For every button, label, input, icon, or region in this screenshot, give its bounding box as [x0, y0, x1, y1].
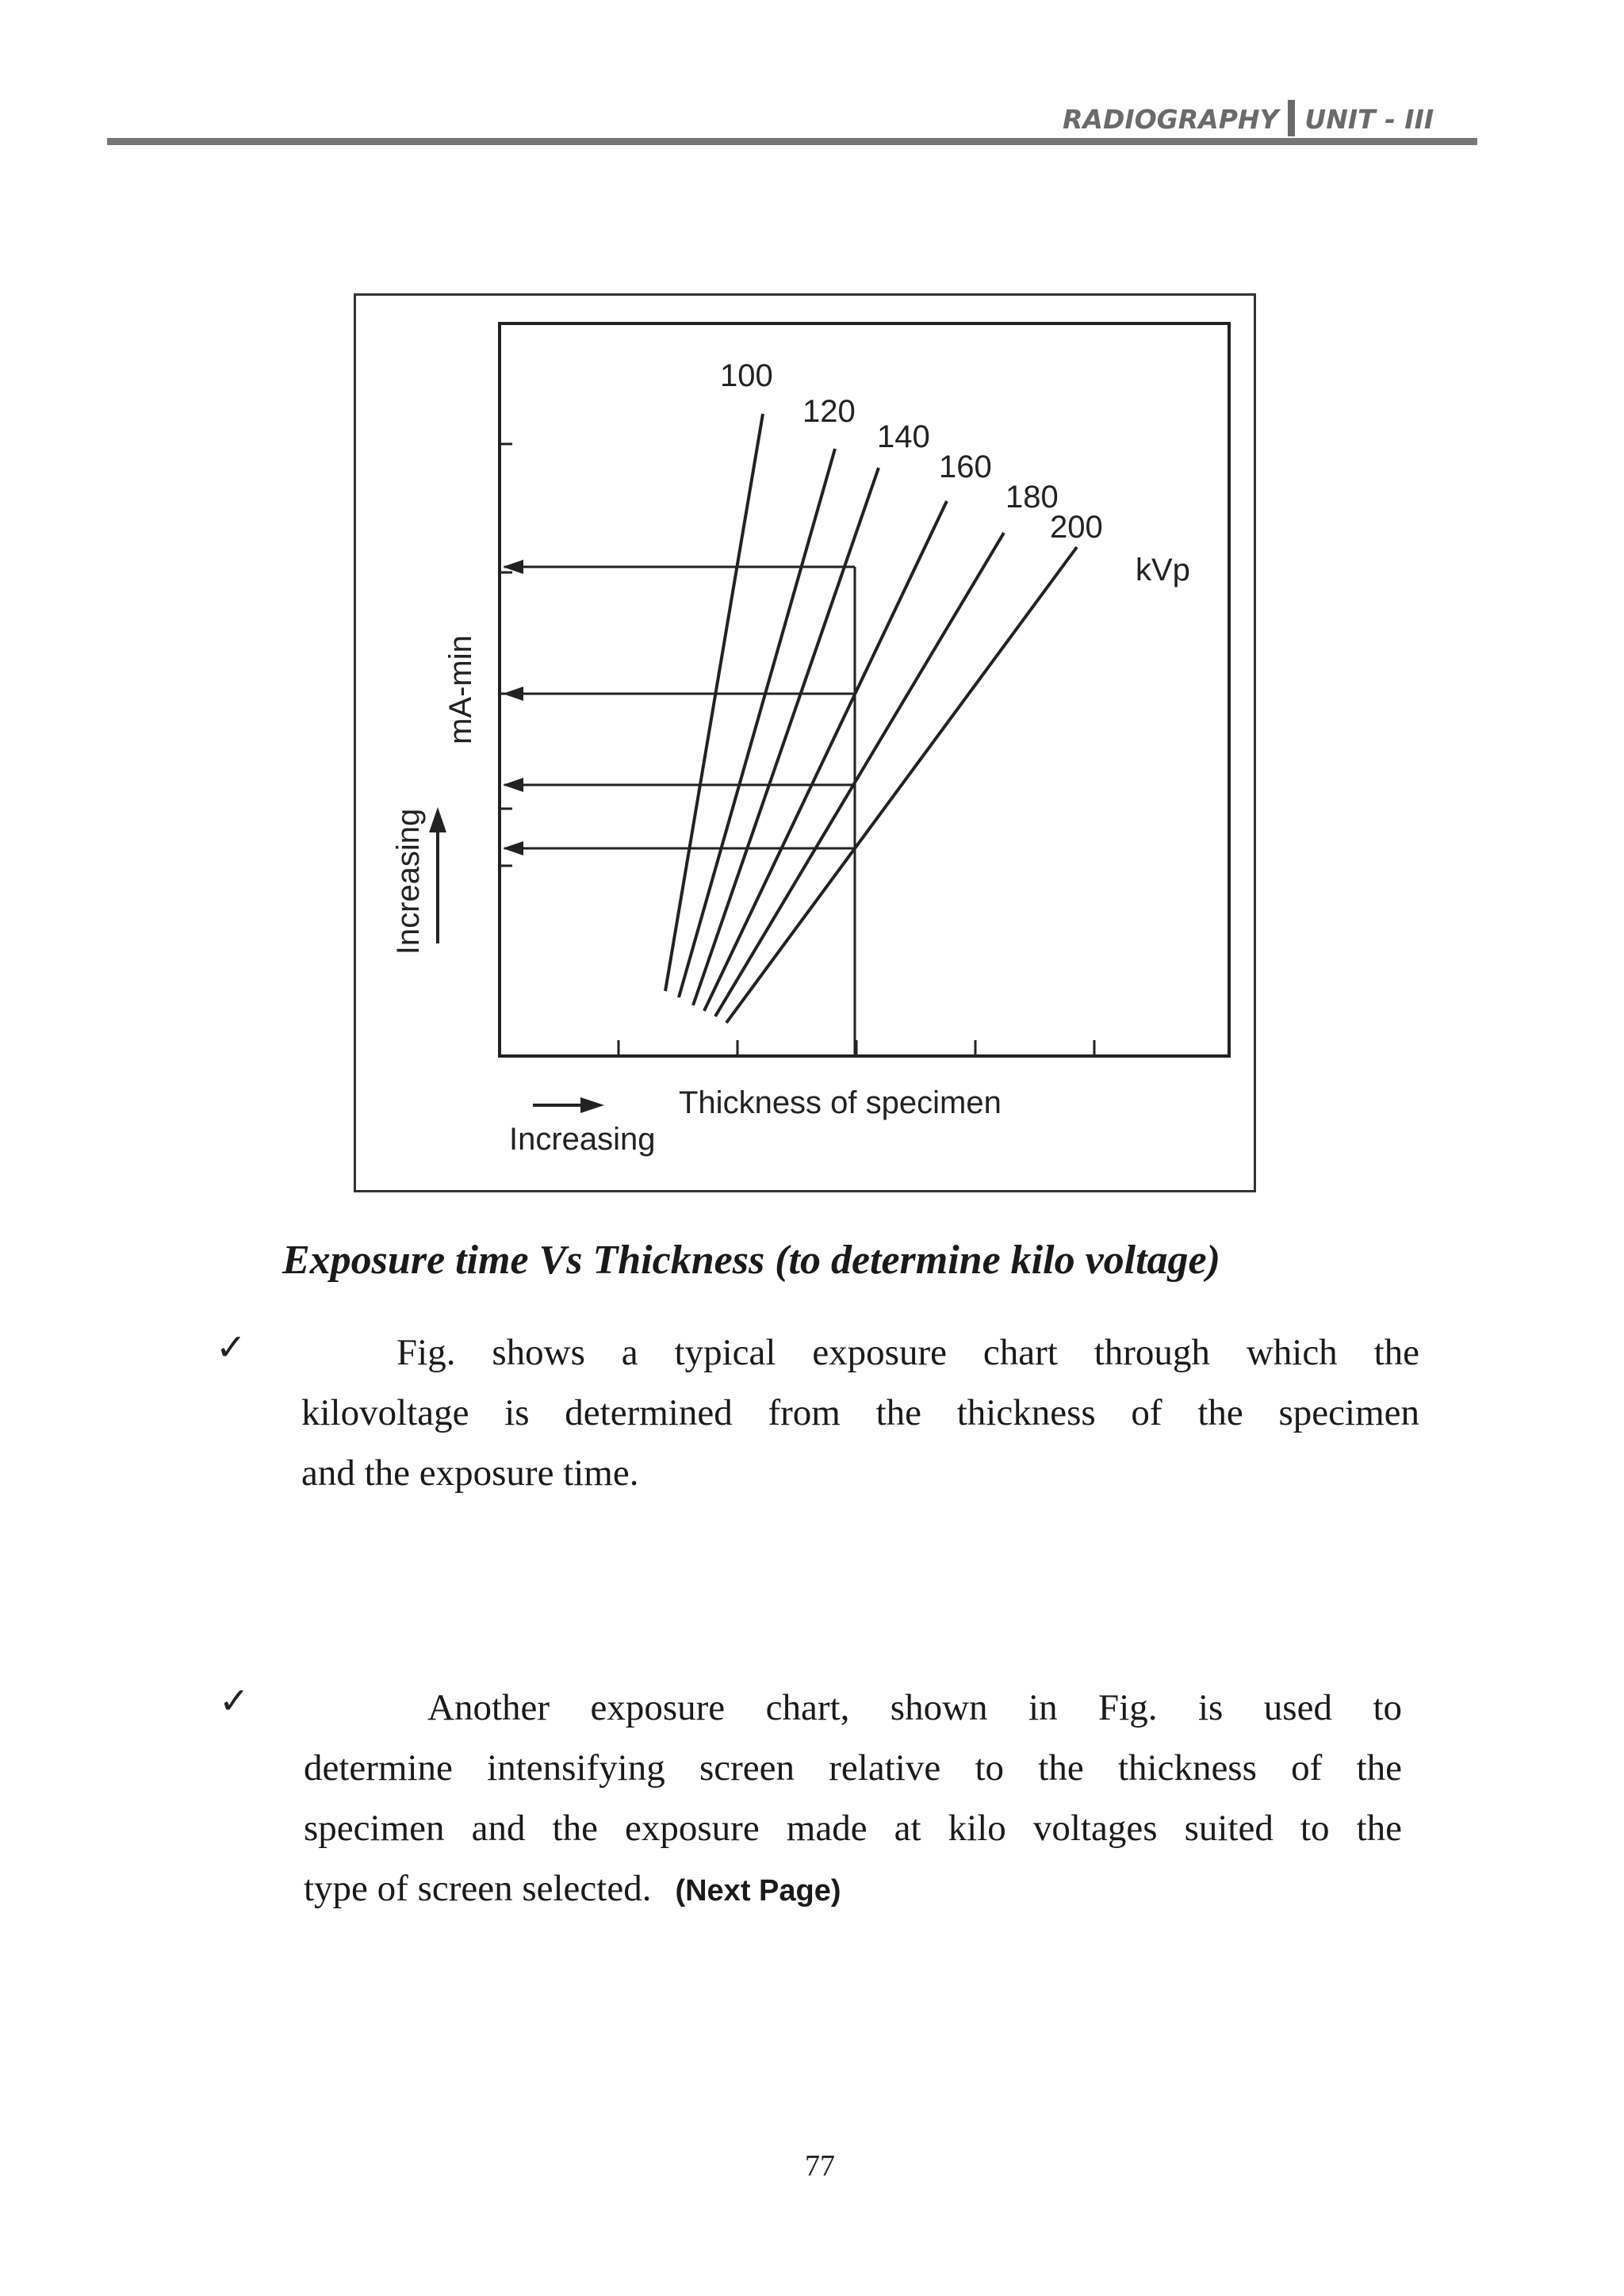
exposure-arrowhead: [503, 778, 523, 792]
paragraph-line: type of screen selected. (Next Page): [304, 1868, 841, 1909]
kv-line-140: [693, 468, 879, 1005]
next-page-note: (Next Page): [675, 1874, 841, 1908]
exposure-arrowhead: [503, 841, 523, 855]
kv-label-100: 100: [720, 358, 773, 393]
running-header: [1063, 100, 1434, 136]
paragraph-line: Another exposure chart, shown in Fig. is used to: [427, 1687, 1402, 1728]
y-increasing-label: Increasing: [391, 808, 426, 955]
kv-line-160: [704, 501, 947, 1011]
paragraph-1: [301, 1322, 1419, 1503]
page-number: 77: [805, 2149, 835, 2183]
exposure-chart-figure: [354, 293, 1256, 1192]
x-increasing-arrowhead: [580, 1097, 604, 1113]
kv-label-160: 160: [939, 450, 992, 484]
check-icon: ✓: [216, 1326, 247, 1368]
paragraph-line: specimen and the exposure made at kilo voltages suited to the: [304, 1808, 1402, 1849]
kv-label-140: 140: [877, 419, 930, 454]
kv-line-120: [679, 449, 835, 997]
paragraph-line: determine intensifying screen relative to the thickness of the: [304, 1747, 1402, 1789]
x-increasing-label: Increasing: [509, 1122, 656, 1157]
exposure-arrowhead: [503, 687, 523, 701]
header-rule: [107, 138, 1477, 145]
header-unit: UNIT - III: [1304, 104, 1434, 135]
kv-label-180: 180: [1005, 480, 1059, 515]
x-axis-label: Thickness of specimen: [679, 1085, 1002, 1120]
kv-line-100: [665, 414, 763, 991]
figure-caption: Exposure time Vs Thickness (to determine kilo voltage): [282, 1238, 1220, 1283]
paragraph-line: and the exposure time.: [301, 1452, 639, 1494]
paragraph-2: [304, 1678, 1402, 1921]
header-separator: [1288, 100, 1295, 136]
paragraph-line: kilovoltage is determined from the thickness of the specimen: [301, 1392, 1419, 1433]
kv-label-200: 200: [1050, 510, 1103, 545]
paragraph-line: Fig. shows a typical exposure chart through which the: [396, 1332, 1419, 1373]
header-subject: RADIOGRAPHY: [1063, 104, 1279, 135]
kv-unit-label: kVp: [1136, 553, 1190, 587]
plot-area: [500, 323, 1229, 1056]
y-axis-label: mA-min: [443, 635, 478, 744]
y-increasing-arrowhead: [429, 807, 446, 832]
kv-line-180: [715, 533, 1004, 1016]
kv-label-120: 120: [802, 394, 856, 429]
check-icon: ✓: [219, 1679, 250, 1722]
